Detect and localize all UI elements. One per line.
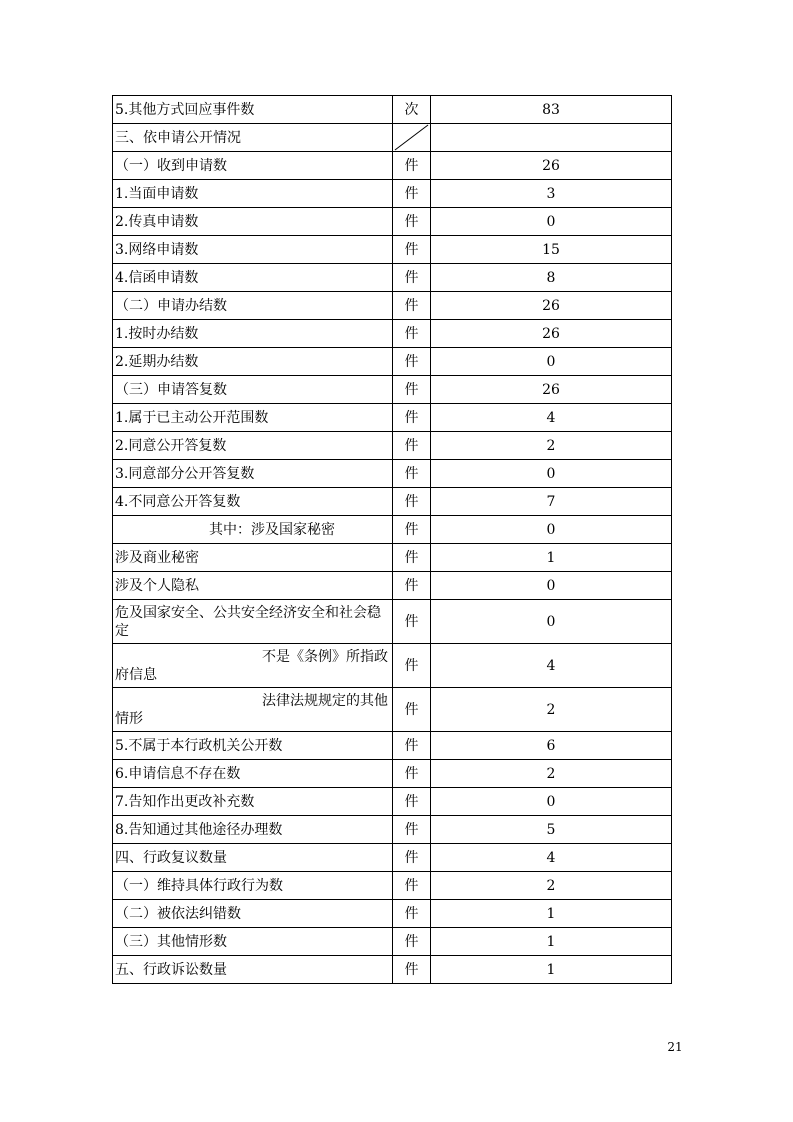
row-value: 1 xyxy=(431,544,672,572)
row-unit: 件 xyxy=(393,688,431,732)
table-row xyxy=(113,844,672,872)
row-unit: 件 xyxy=(393,292,431,320)
row-unit: 件 xyxy=(393,956,431,984)
row-value: 0 xyxy=(431,600,672,644)
row-name: （二）被依法纠错数 xyxy=(113,900,393,928)
row-name: 6.申请信息不存在数 xyxy=(113,760,393,788)
statistics-table xyxy=(112,95,672,984)
row-name: 3.同意部分公开答复数 xyxy=(113,460,393,488)
table-row xyxy=(113,872,672,900)
row-unit: 件 xyxy=(393,432,431,460)
row-value: 4 xyxy=(431,844,672,872)
row-value: 1 xyxy=(431,928,672,956)
row-unit: 件 xyxy=(393,348,431,376)
row-name: 2.传真申请数 xyxy=(113,208,393,236)
row-unit: 件 xyxy=(393,900,431,928)
row-value: 6 xyxy=(431,732,672,760)
row-value: 2 xyxy=(431,432,672,460)
table-row xyxy=(113,544,672,572)
row-unit: 件 xyxy=(393,844,431,872)
table-row xyxy=(113,732,672,760)
page-number: 21 xyxy=(667,1040,683,1054)
row-value: 0 xyxy=(431,572,672,600)
row-value: 8 xyxy=(431,264,672,292)
row-unit: 件 xyxy=(393,544,431,572)
row-name: 其中：涉及国家秘密 xyxy=(113,516,393,544)
row-value: 0 xyxy=(431,516,672,544)
row-unit: 件 xyxy=(393,320,431,348)
table-row xyxy=(113,404,672,432)
table-row xyxy=(113,688,672,732)
table-row xyxy=(113,208,672,236)
table-row xyxy=(113,572,672,600)
table-row xyxy=(113,900,672,928)
row-value: 1 xyxy=(431,900,672,928)
row-value: 0 xyxy=(431,788,672,816)
table-row xyxy=(113,516,672,544)
row-value: 4 xyxy=(431,644,672,688)
row-value: 26 xyxy=(431,292,672,320)
row-name: （三）申请答复数 xyxy=(113,376,393,404)
row-name xyxy=(113,688,393,732)
row-unit: 件 xyxy=(393,152,431,180)
row-name: 5.其他方式回应事件数 xyxy=(113,96,393,124)
row-unit: 件 xyxy=(393,872,431,900)
row-name: （一）收到申请数 xyxy=(113,152,393,180)
table-row xyxy=(113,928,672,956)
row-unit: 件 xyxy=(393,460,431,488)
table-row xyxy=(113,816,672,844)
table-row xyxy=(113,96,672,124)
table-row xyxy=(113,264,672,292)
row-name: 1.当面申请数 xyxy=(113,180,393,208)
row-value: 5 xyxy=(431,816,672,844)
row-name: 5.不属于本行政机关公开数 xyxy=(113,732,393,760)
row-value: 83 xyxy=(431,96,672,124)
row-unit: 件 xyxy=(393,488,431,516)
row-name: 涉及商业秘密 xyxy=(113,544,393,572)
row-value: 0 xyxy=(431,460,672,488)
row-name: （二）申请办结数 xyxy=(113,292,393,320)
row-unit: 件 xyxy=(393,404,431,432)
row-unit: 件 xyxy=(393,760,431,788)
table-row xyxy=(113,432,672,460)
section-heading: 四、行政复议数量 xyxy=(113,844,393,872)
row-name: 7.告知作出更改补充数 xyxy=(113,788,393,816)
table-row xyxy=(113,152,672,180)
row-unit: 件 xyxy=(393,572,431,600)
row-unit: 件 xyxy=(393,788,431,816)
row-name: 危及国家安全、公共安全经济安全和社会稳定 xyxy=(113,600,393,644)
row-value: 15 xyxy=(431,236,672,264)
table-row xyxy=(113,600,672,644)
row-name: 2.延期办结数 xyxy=(113,348,393,376)
table-row xyxy=(113,236,672,264)
row-value: 3 xyxy=(431,180,672,208)
row-name: 2.同意公开答复数 xyxy=(113,432,393,460)
table-row xyxy=(113,320,672,348)
row-unit: 件 xyxy=(393,236,431,264)
row-unit: 件 xyxy=(393,208,431,236)
table-row xyxy=(113,488,672,516)
row-value: 26 xyxy=(431,376,672,404)
row-value: 26 xyxy=(431,320,672,348)
row-name-line2: 情形 xyxy=(115,710,143,727)
row-unit: 件 xyxy=(393,928,431,956)
row-name: 3.网络申请数 xyxy=(113,236,393,264)
row-name xyxy=(113,644,393,688)
section-heading: 五、行政诉讼数量 xyxy=(113,956,393,984)
row-unit: 件 xyxy=(393,644,431,688)
table-row xyxy=(113,124,672,152)
row-value: 2 xyxy=(431,688,672,732)
row-name: 涉及个人隐私 xyxy=(113,572,393,600)
row-value: 4 xyxy=(431,404,672,432)
table-row xyxy=(113,292,672,320)
diagonal-slash-icon xyxy=(393,124,430,151)
row-name: （三）其他情形数 xyxy=(113,928,393,956)
table-row xyxy=(113,760,672,788)
row-name: 4.不同意公开答复数 xyxy=(113,488,393,516)
row-value: 26 xyxy=(431,152,672,180)
table-row xyxy=(113,644,672,688)
row-name: 1.属于已主动公开范围数 xyxy=(113,404,393,432)
row-name: 8.告知通过其他途径办理数 xyxy=(113,816,393,844)
row-unit: 次 xyxy=(393,96,431,124)
row-unit: 件 xyxy=(393,376,431,404)
row-value: 2 xyxy=(431,760,672,788)
row-unit: 件 xyxy=(393,600,431,644)
diagonal-slash-cell xyxy=(393,124,431,152)
table-row xyxy=(113,376,672,404)
row-unit: 件 xyxy=(393,264,431,292)
row-unit: 件 xyxy=(393,816,431,844)
row-name: 4.信函申请数 xyxy=(113,264,393,292)
row-unit: 件 xyxy=(393,732,431,760)
table-row xyxy=(113,788,672,816)
table-row xyxy=(113,348,672,376)
row-name-line1: 不是《条例》所指政 xyxy=(262,648,388,665)
table-row xyxy=(113,956,672,984)
row-value: 2 xyxy=(431,872,672,900)
row-name: （一）维持具体行政行为数 xyxy=(113,872,393,900)
row-value: 1 xyxy=(431,956,672,984)
row-value xyxy=(431,124,672,152)
row-unit: 件 xyxy=(393,180,431,208)
row-name: 1.按时办结数 xyxy=(113,320,393,348)
section-heading: 三、依申请公开情况 xyxy=(113,124,393,152)
row-name-line2: 府信息 xyxy=(115,666,157,683)
table-row xyxy=(113,460,672,488)
table-row xyxy=(113,180,672,208)
row-value: 7 xyxy=(431,488,672,516)
row-value: 0 xyxy=(431,348,672,376)
row-value: 0 xyxy=(431,208,672,236)
row-name-line1: 法律法规规定的其他 xyxy=(262,692,388,709)
row-unit: 件 xyxy=(393,516,431,544)
